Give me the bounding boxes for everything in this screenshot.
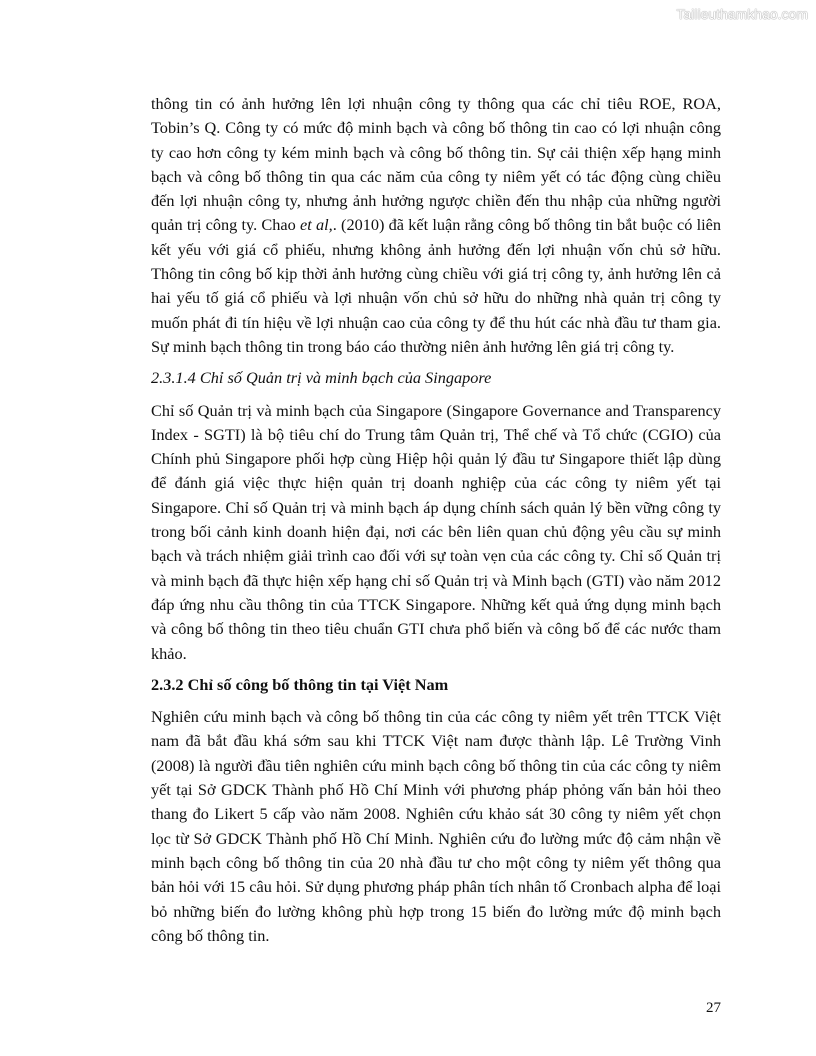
subsection-heading: 2.3.1.4 Chỉ số Quản trị và minh bạch của Singapore — [151, 368, 492, 388]
citation-et-al: et al, — [299, 215, 333, 235]
paragraph-sgti: Chỉ số Quản trị và minh bạch của Singapore (Singapore Governance and Transparency Index - SGTI) là bộ tiêu chí do Trung tâm Quản trị, Thể chế và Tổ chức (CGIO) của Chính phủ Singapore phối hợp cùng Hiệp hội quản lý đầu tư Singapore thiết lập dùng để đánh giá việc thực hiện quản trị doanh nghiệp của các công ty niêm yết tại Singapore. Chỉ số Quản trị và minh bạch áp dụng chính sách quản lý bền vững công ty trong bối cảnh kinh doanh hiện đại, nơi các bên liên quan chủ động yêu cầu sự minh bạch và trách nhiệm giải trình cao đối với sự toàn vẹn của các công ty. Chỉ số Quản trị và minh bạch đã thực hiện xếp hạng chỉ số Quản trị và Minh bạch (GTI) vào năm 2012 đáp ứng nhu cầu thông tin của TTCK Singapore. Những kết quả ứng dụng minh bạch và công bố thông tin theo tiêu chuẩn GTI chưa phổ biến và công bố để các nước tham khảo. — [151, 400, 721, 663]
paragraph-text: thông tin có ảnh hưởng lên lợi nhuận công ty thông qua các chỉ tiêu ROE, ROA, Tobin’s Q. Công ty có mức độ minh bạch và công bố thông tin cao có lợi nhuận công ty cao hơn công ty kém minh bạch và công bố thông tin. Sự cải thiện xếp hạng minh bạch và công bố thông tin qua các năm của công ty niêm yết có tác động cùng chiều đến lợi nhuận công ty, nhưng ảnh hưởng ngược chiền đến thu nhập của những người quản trị công ty. Chao — [151, 94, 721, 235]
paragraph-vietnam-research: Nghiên cứu minh bạch và công bố thông tin của các công ty niêm yết trên TTCK Việt nam đã bắt đầu khá sớm sau khi TTCK Việt nam được thành lập. Lê Trường Vinh (2008) là người đầu tiên nghiên cứu minh bạch công bố thông tin của các công ty niêm yết tại Sở GDCK Thành phố Hồ Chí Minh với phương pháp phỏng vấn bản hỏi theo thang đo Likert 5 cấp vào năm 2008. Nghiên cứu khảo sát 30 công ty niêm yết chọn lọc từ Sở GDCK Thành phố Hồ Chí Minh. Nghiên cứu đo lường mức độ cảm nhận về minh bạch công bố thông tin của 20 nhà đầu tư cho một công ty niêm yết thông qua bản hỏi với 15 câu hỏi. Sử dụng phương pháp phân tích nhân tố Cronbach alpha để loại bỏ những biến đo lường không phù hợp trong 15 biến đo lường mức độ minh bạch công bố thông tin. — [151, 707, 721, 945]
page-number: 27 — [706, 1000, 721, 1016]
document-page — [151, 92, 721, 948]
section-heading: 2.3.2 Chỉ số công bố thông tin tại Việt Nam — [151, 674, 449, 694]
paragraph-disclosure-profit — [151, 92, 721, 359]
watermark: Tailieuthamkhao.com — [676, 6, 808, 22]
paragraph-text: . (2010) đã kết luận rằng công bố thông tin bắt buộc có liên kết yếu với giá cổ phiếu, nhưng không ảnh hưởng đến lợi nhuận vốn chủ sở hữu. Thông tin công bố kịp thời ảnh hưởng cùng chiều với giá trị công ty, ảnh hưởng lên cả hai yếu tố giá cổ phiếu và lợi nhuận vốn chủ sở hữu do những nhà quản trị công ty muốn phát đi tín hiệu về lợi nhuận cao của công ty để thu hút các nhà đầu tư tham gia. Sự minh bạch thông tin trong báo cáo thường niên ảnh hưởng lên giá trị công ty. — [151, 215, 721, 356]
